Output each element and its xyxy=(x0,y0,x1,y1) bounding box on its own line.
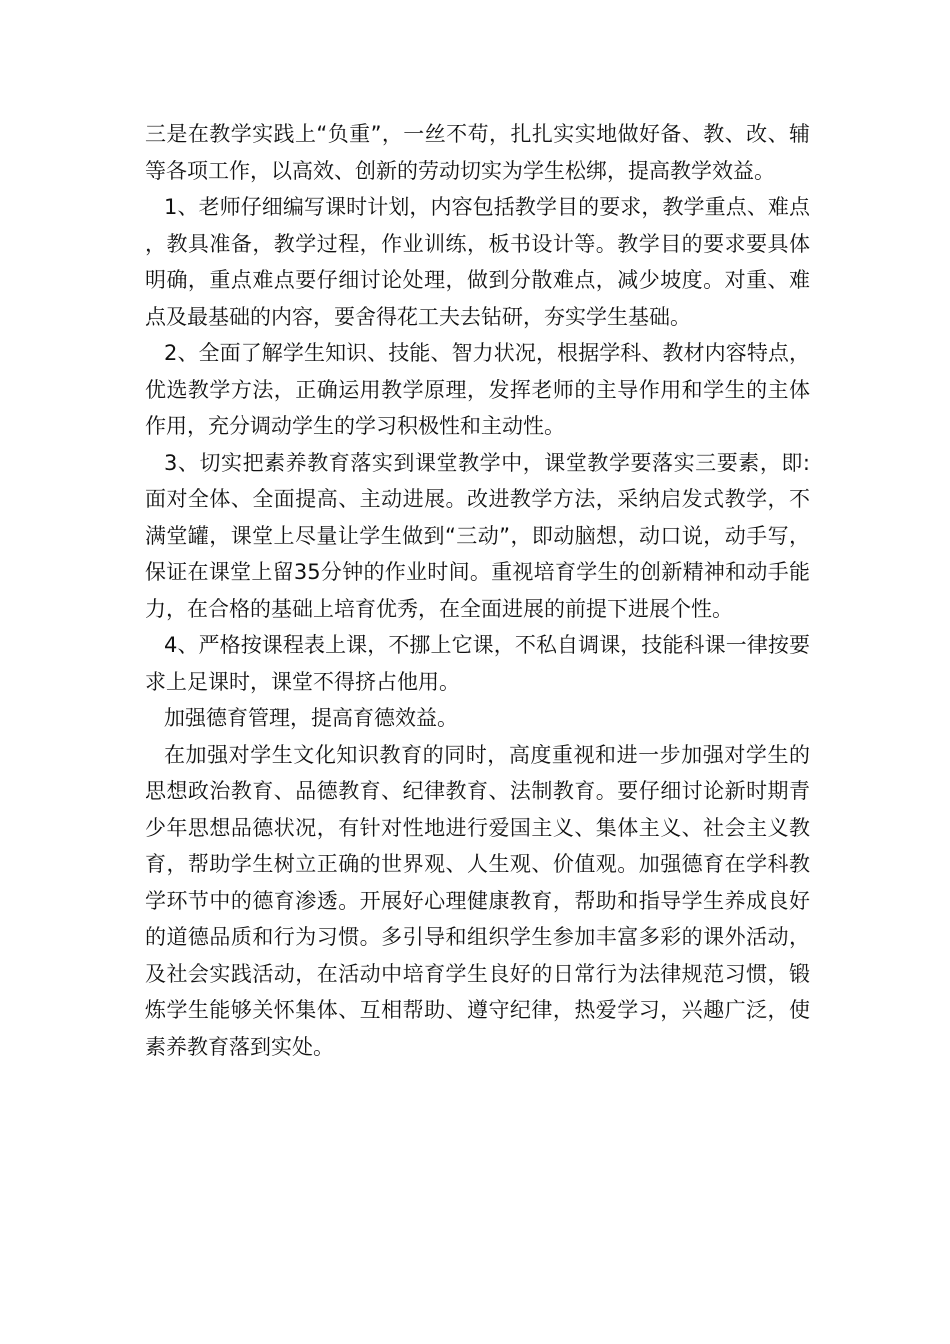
document-body xyxy=(145,116,810,1065)
paragraph-moral-education: 在加强对学生文化知识教育的同时，高度重视和进一步加强对学生的思想政治教育、品德教育、纪律教育、法制教育。要仔细讨论新时期青少年思想品德状况，有针对性地进行爱国主义、集体主义、社会主义教育，帮助学生树立正确的世界观、人生观、价值观。加强德育在学科教学环节中的德育渗透。开展好心理健康教育，帮助和指导学生养成良好的道德品质和行为习惯。多引导和组织学生参加丰富多彩的课外活动，及社会实践活动，在活动中培育学生良好的日常行为法律规范习惯，锻炼学生能够关怀集体、互相帮助、遵守纪律，热爱学习，兴趣广泛，使素养教育落到实处。 xyxy=(145,742,810,1059)
paragraph-item-3: 3、切实把素养教育落实到课堂教学中，课堂教学要落实三要素，即:面对全体、全面提高、主动进展。改进教学方法，采纳启发式教学，不满堂罐，课堂上尽量让学生做到“三动”，即动脑想，动口说，动手写，保证在课堂上留35分钟的作业时间。重视培育学生的创新精神和动手能力，在合格的基础上培育优秀，在全面进展的前提下进展个性。 xyxy=(145,450,810,621)
paragraph-moral-heading: 加强德育管理，提高育德效益。 xyxy=(164,706,458,730)
paragraph-item-4: 4、严格按课程表上课，不挪上它课，不私自调课，技能科课一律按要求上足课时，课堂不得挤占他用。 xyxy=(145,633,810,694)
paragraph-teaching-practice: 三是在教学实践上“负重”，一丝不苟，扎扎实实地做好备、教、改、辅等各项工作，以高效、创新的劳动切实为学生松绑，提高教学效益。 xyxy=(145,122,810,183)
paragraph-item-2: 2、全面了解学生知识、技能、智力状况，根据学科、教材内容特点，优选教学方法，正确运用教学原理，发挥老师的主导作用和学生的主体作用，充分调动学生的学习积极性和主动性。 xyxy=(145,341,810,438)
paragraph-item-1: 1、老师仔细编写课时计划，内容包括教学目的要求，教学重点、难点，教具准备，教学过程，作业训练，板书设计等。教学目的要求要具体明确，重点难点要仔细讨论处理，做到分散难点，减少坡度。对重、难点及最基础的内容，要舍得花工夫去钻研，夯实学生基础。 xyxy=(145,195,810,329)
